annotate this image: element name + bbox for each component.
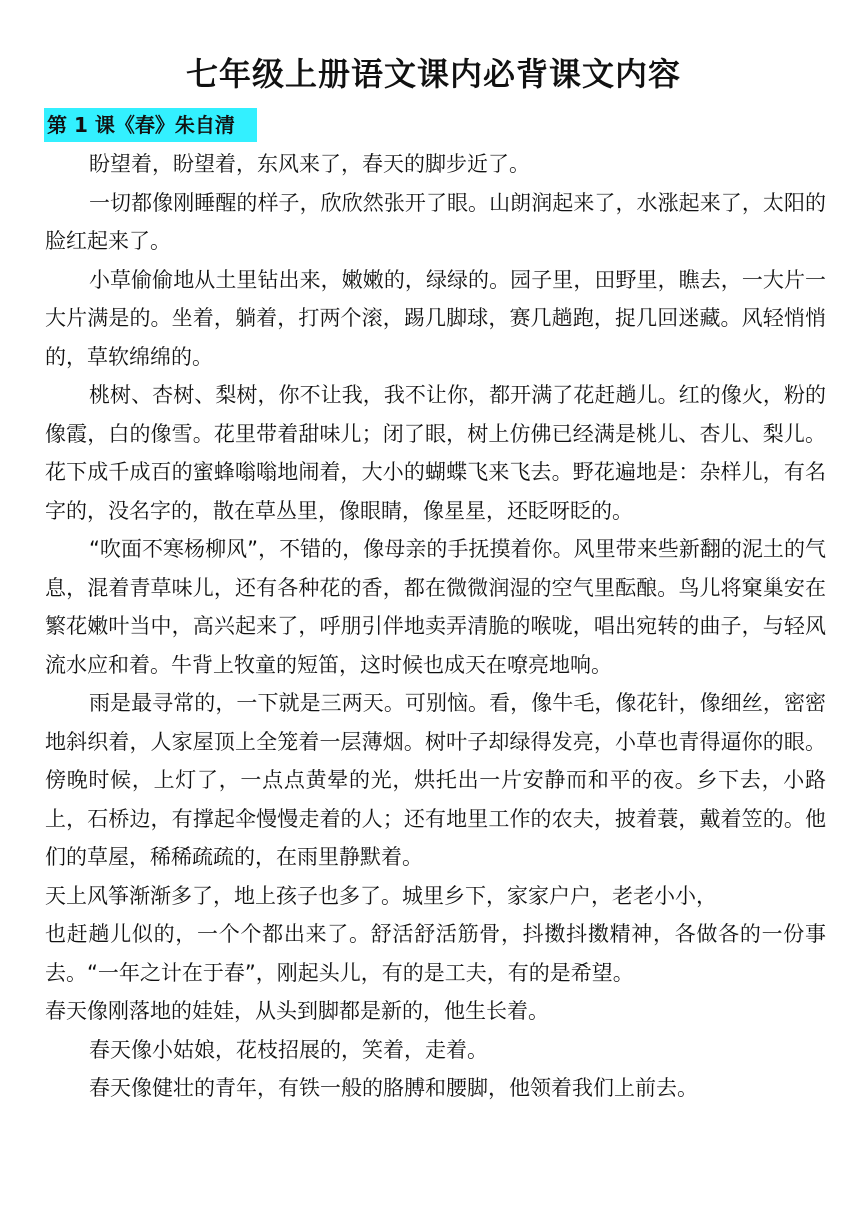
article-body bbox=[45, 145, 826, 1108]
page-title: 七年级上册语文课内必背课文内容 bbox=[185, 55, 681, 93]
paragraph-3: 小草偷偷地从土里钻出来，嫩嫩的，绿绿的。园子里，田野里，瞧去，一大片一大片满是的。坐着，躺着，打两个滚，踢几脚球，赛几趟跑，捉几回迷藏。风轻悄悄的，草软绵绵的。 bbox=[45, 267, 826, 369]
paragraph-1: 盼望着，盼望着，东风来了，春天的脚步近了。 bbox=[89, 152, 530, 176]
paragraph-8: 也赶趟儿似的，一个个都出来了。舒活舒活筋骨，抖擞抖擞精神，各做各的一份事去。“一年之计在于春”，刚起头儿，有的是工夫，有的是希望。 bbox=[45, 922, 826, 985]
paragraph-4: 桃树、杏树、梨树，你不让我，我不让你，都开满了花赶趟儿。红的像火，粉的像霞，白的像雪。花里带着甜味儿；闭了眼，树上仿佛已经满是桃儿、杏儿、梨儿。花下成千成百的蜜蜂嗡嗡地闹着，大小的蝴蝶飞来飞去。野花遍地是：杂样儿，有名字的，没名字的，散在草丛里，像眼睛，像星星，还眨呀眨的。 bbox=[45, 383, 826, 523]
paragraph-9: 春天像刚落地的娃娃，从头到脚都是新的，他生长着。 bbox=[45, 999, 549, 1023]
paragraph-7: 天上风筝渐渐多了，地上孩子也多了。城里乡下，家家户户，老老小小， bbox=[45, 883, 717, 908]
paragraph-6: 雨是最寻常的，一下就是三两天。可别恼。看，像牛毛，像花针，像细丝，密密地斜织着，人家屋顶上全笼着一层薄烟。树叶子却绿得发亮，小草也青得逼你的眼。傍晚时候，上灯了，一点点黄晕的光，烘托出一片安静而和平的夜。乡下去，小路上，石桥边，有撑起伞慢慢走着的人；还有地里工作的农夫，披着蓑，戴着笠的。他们的草屋，稀稀疏疏的，在雨里静默着。 bbox=[45, 691, 826, 869]
paragraph-5: “吹面不寒杨柳风”，不错的，像母亲的手抚摸着你。风里带来些新翻的泥土的气息，混着青草味儿，还有各种花的香，都在微微润湿的空气里酝酿。鸟儿将窠巢安在繁花嫩叶当中，高兴起来了，呼朋引伴地卖弄清脆的喉咙，唱出宛转的曲子，与轻风流水应和着。牛背上牧童的短笛，这时候也成天在嘹亮地响。 bbox=[45, 537, 826, 677]
lesson-heading: 第 1 课《春》朱自清 bbox=[44, 108, 257, 142]
paragraph-2: 一切都像刚睡醒的样子，欣欣然张开了眼。山朗润起来了，水涨起来了，太阳的脸红起来了。 bbox=[45, 190, 826, 253]
paragraph-11: 春天像健壮的青年，有铁一般的胳膊和腰脚，他领着我们上前去。 bbox=[89, 1076, 698, 1100]
paragraph-10: 春天像小姑娘，花枝招展的，笑着，走着。 bbox=[89, 1037, 488, 1062]
